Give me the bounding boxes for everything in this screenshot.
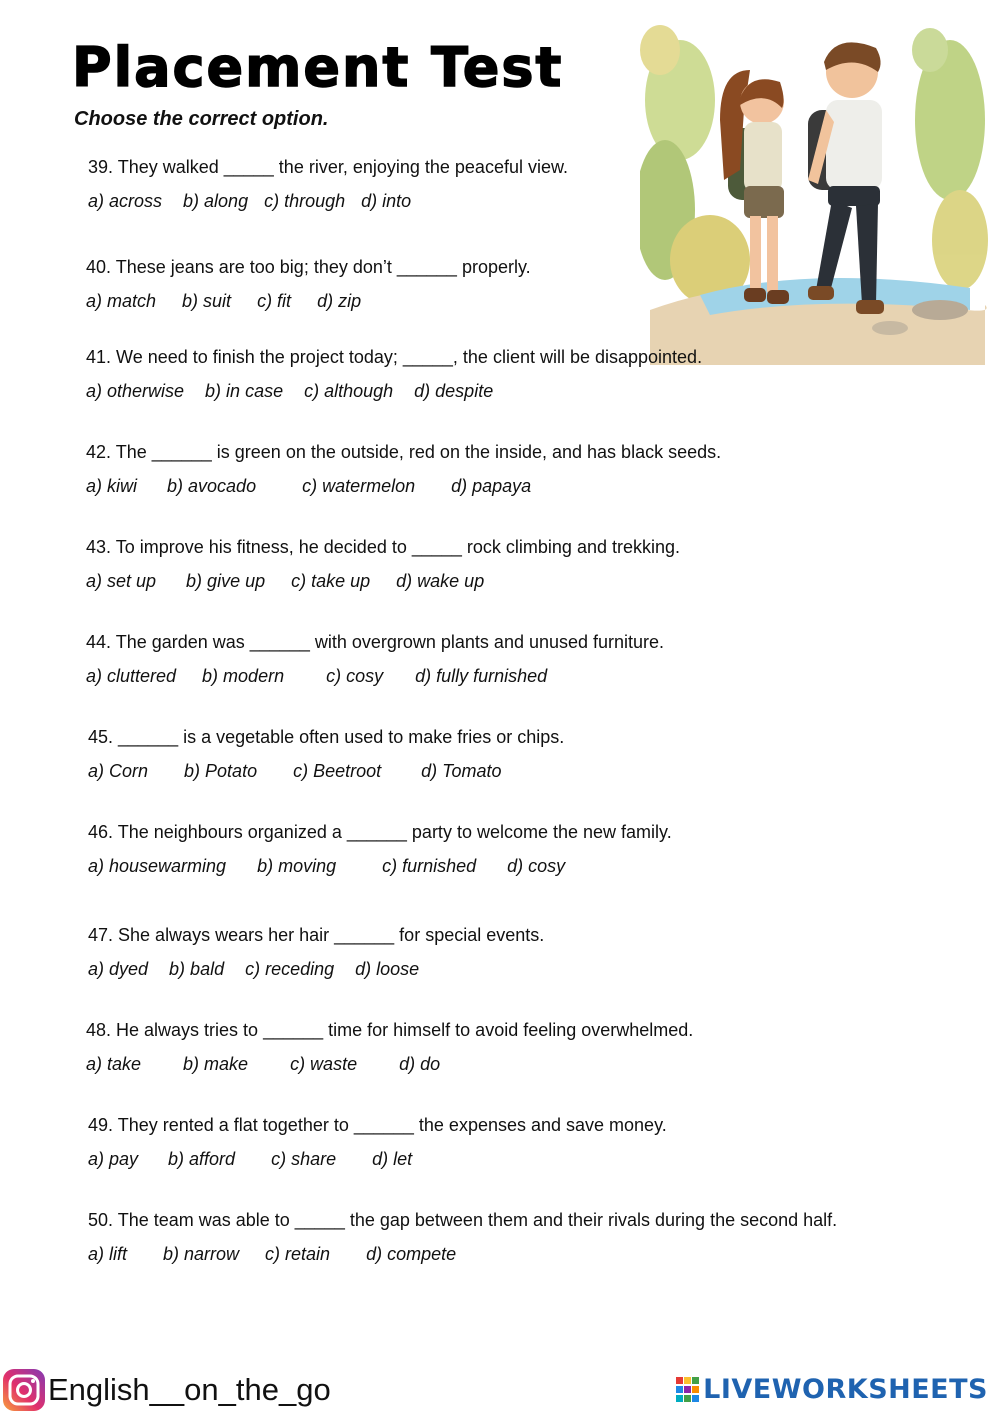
option-c[interactable]: c) take up bbox=[291, 571, 371, 591]
option-b[interactable]: b) avocado bbox=[167, 476, 257, 496]
question-41 bbox=[86, 346, 702, 402]
option-d[interactable]: d) Tomato bbox=[421, 761, 502, 781]
hikers-illustration bbox=[640, 10, 990, 365]
option-c[interactable]: c) receding bbox=[245, 959, 335, 979]
option-d[interactable]: d) zip bbox=[317, 291, 362, 311]
option-c[interactable]: c) although bbox=[304, 381, 394, 401]
question-46 bbox=[88, 821, 672, 877]
question-text: 49. They rented a flat together to ______ the expenses and save money. bbox=[88, 1115, 667, 1135]
option-b[interactable]: b) in case bbox=[205, 381, 284, 401]
option-b[interactable]: b) bald bbox=[169, 959, 225, 979]
option-b[interactable]: b) modern bbox=[202, 666, 285, 686]
option-c[interactable]: c) fit bbox=[257, 291, 292, 311]
option-b[interactable]: b) give up bbox=[186, 571, 266, 591]
option-b[interactable]: b) narrow bbox=[163, 1244, 240, 1264]
option-a[interactable]: a) match bbox=[86, 291, 157, 311]
question-text: 41. We need to finish the project today; _____, the client will be disappointed. bbox=[86, 347, 703, 367]
question-text: 45. ______ is a vegetable often used to make fries or chips. bbox=[88, 727, 565, 747]
option-row bbox=[86, 1053, 693, 1075]
option-d[interactable]: d) fully furnished bbox=[415, 666, 548, 686]
option-row bbox=[88, 760, 564, 782]
question-45 bbox=[88, 726, 564, 782]
question-44 bbox=[86, 631, 664, 687]
option-row bbox=[86, 475, 721, 497]
option-a[interactable]: a) lift bbox=[88, 1244, 128, 1264]
option-d[interactable]: d) compete bbox=[366, 1244, 457, 1264]
question-text: 43. To improve his fitness, he decided to _____ rock climbing and trekking. bbox=[86, 537, 680, 557]
instagram-handle[interactable]: English__on_the_go bbox=[48, 1372, 331, 1407]
option-a[interactable]: a) pay bbox=[88, 1149, 139, 1169]
option-row bbox=[88, 190, 568, 212]
option-a[interactable]: a) housewarming bbox=[88, 856, 227, 876]
option-c[interactable]: c) Beetroot bbox=[293, 761, 382, 781]
option-d[interactable]: d) let bbox=[372, 1149, 413, 1169]
option-c[interactable]: c) furnished bbox=[382, 856, 477, 876]
option-b[interactable]: b) along bbox=[183, 191, 249, 211]
option-a[interactable]: a) cluttered bbox=[86, 666, 177, 686]
option-a[interactable]: a) Corn bbox=[88, 761, 149, 781]
page-title: Placement Test bbox=[72, 36, 564, 99]
question-49 bbox=[88, 1114, 667, 1170]
question-42 bbox=[86, 441, 721, 497]
option-row bbox=[88, 1243, 837, 1265]
option-d[interactable]: d) do bbox=[399, 1054, 441, 1074]
option-c[interactable]: c) waste bbox=[290, 1054, 358, 1074]
instagram-credit[interactable] bbox=[2, 1368, 331, 1412]
question-50 bbox=[88, 1209, 837, 1265]
option-a[interactable]: a) across bbox=[88, 191, 163, 211]
option-a[interactable]: a) dyed bbox=[88, 959, 149, 979]
option-row bbox=[86, 570, 680, 592]
option-row bbox=[86, 665, 664, 687]
liveworksheets-logo-icon bbox=[676, 1377, 700, 1403]
option-row bbox=[86, 290, 531, 312]
option-a[interactable]: a) kiwi bbox=[86, 476, 138, 496]
question-text: 50. The team was able to _____ the gap between them and their rivals during the second half. bbox=[88, 1210, 838, 1230]
option-row bbox=[86, 380, 702, 402]
question-text: 39. They walked _____ the river, enjoying the peaceful view. bbox=[88, 157, 568, 177]
question-48 bbox=[86, 1019, 693, 1075]
boy-hiker bbox=[808, 42, 884, 314]
question-39 bbox=[88, 156, 568, 212]
question-text: 47. She always wears her hair ______ for special events. bbox=[88, 925, 545, 945]
question-47 bbox=[88, 924, 544, 980]
question-text: 42. The ______ is green on the outside, red on the inside, and has black seeds. bbox=[86, 442, 722, 462]
question-text: 48. He always tries to ______ time for himself to avoid feeling overwhelmed. bbox=[86, 1020, 694, 1040]
question-43 bbox=[86, 536, 680, 592]
option-b[interactable]: b) make bbox=[183, 1054, 249, 1074]
option-c[interactable]: c) share bbox=[271, 1149, 337, 1169]
option-c[interactable]: c) through bbox=[264, 191, 346, 211]
option-b[interactable]: b) Potato bbox=[184, 761, 258, 781]
option-b[interactable]: b) afford bbox=[168, 1149, 236, 1169]
question-40 bbox=[86, 256, 531, 312]
option-d[interactable]: d) cosy bbox=[507, 856, 566, 876]
option-c[interactable]: c) watermelon bbox=[302, 476, 416, 496]
question-text: 46. The neighbours organized a ______ party to welcome the new family. bbox=[88, 822, 672, 842]
option-c[interactable]: c) retain bbox=[265, 1244, 331, 1264]
question-text: 40. These jeans are too big; they don’t ______ properly. bbox=[86, 257, 531, 277]
option-b[interactable]: b) moving bbox=[257, 856, 337, 876]
option-b[interactable]: b) suit bbox=[182, 291, 232, 311]
instruction: Choose the correct option. bbox=[74, 108, 329, 130]
option-a[interactable]: a) otherwise bbox=[86, 381, 185, 401]
option-d[interactable]: d) loose bbox=[355, 959, 420, 979]
instagram-icon bbox=[2, 1368, 46, 1412]
question-text: 44. The garden was ______ with overgrown plants and unused furniture. bbox=[86, 632, 665, 652]
option-d[interactable]: d) despite bbox=[414, 381, 494, 401]
liveworksheets-brand[interactable] bbox=[676, 1374, 988, 1405]
option-row bbox=[88, 1148, 667, 1170]
option-row bbox=[88, 958, 544, 980]
option-a[interactable]: a) take bbox=[86, 1054, 142, 1074]
option-d[interactable]: d) into bbox=[361, 191, 412, 211]
option-a[interactable]: a) set up bbox=[86, 571, 157, 591]
option-row bbox=[88, 855, 672, 877]
option-c[interactable]: c) cosy bbox=[326, 666, 384, 686]
option-d[interactable]: d) papaya bbox=[451, 476, 532, 496]
option-d[interactable]: d) wake up bbox=[396, 571, 485, 591]
liveworksheets-wordmark: LIVEWORKSHEETS bbox=[703, 1374, 988, 1405]
foliage-right bbox=[912, 28, 988, 290]
